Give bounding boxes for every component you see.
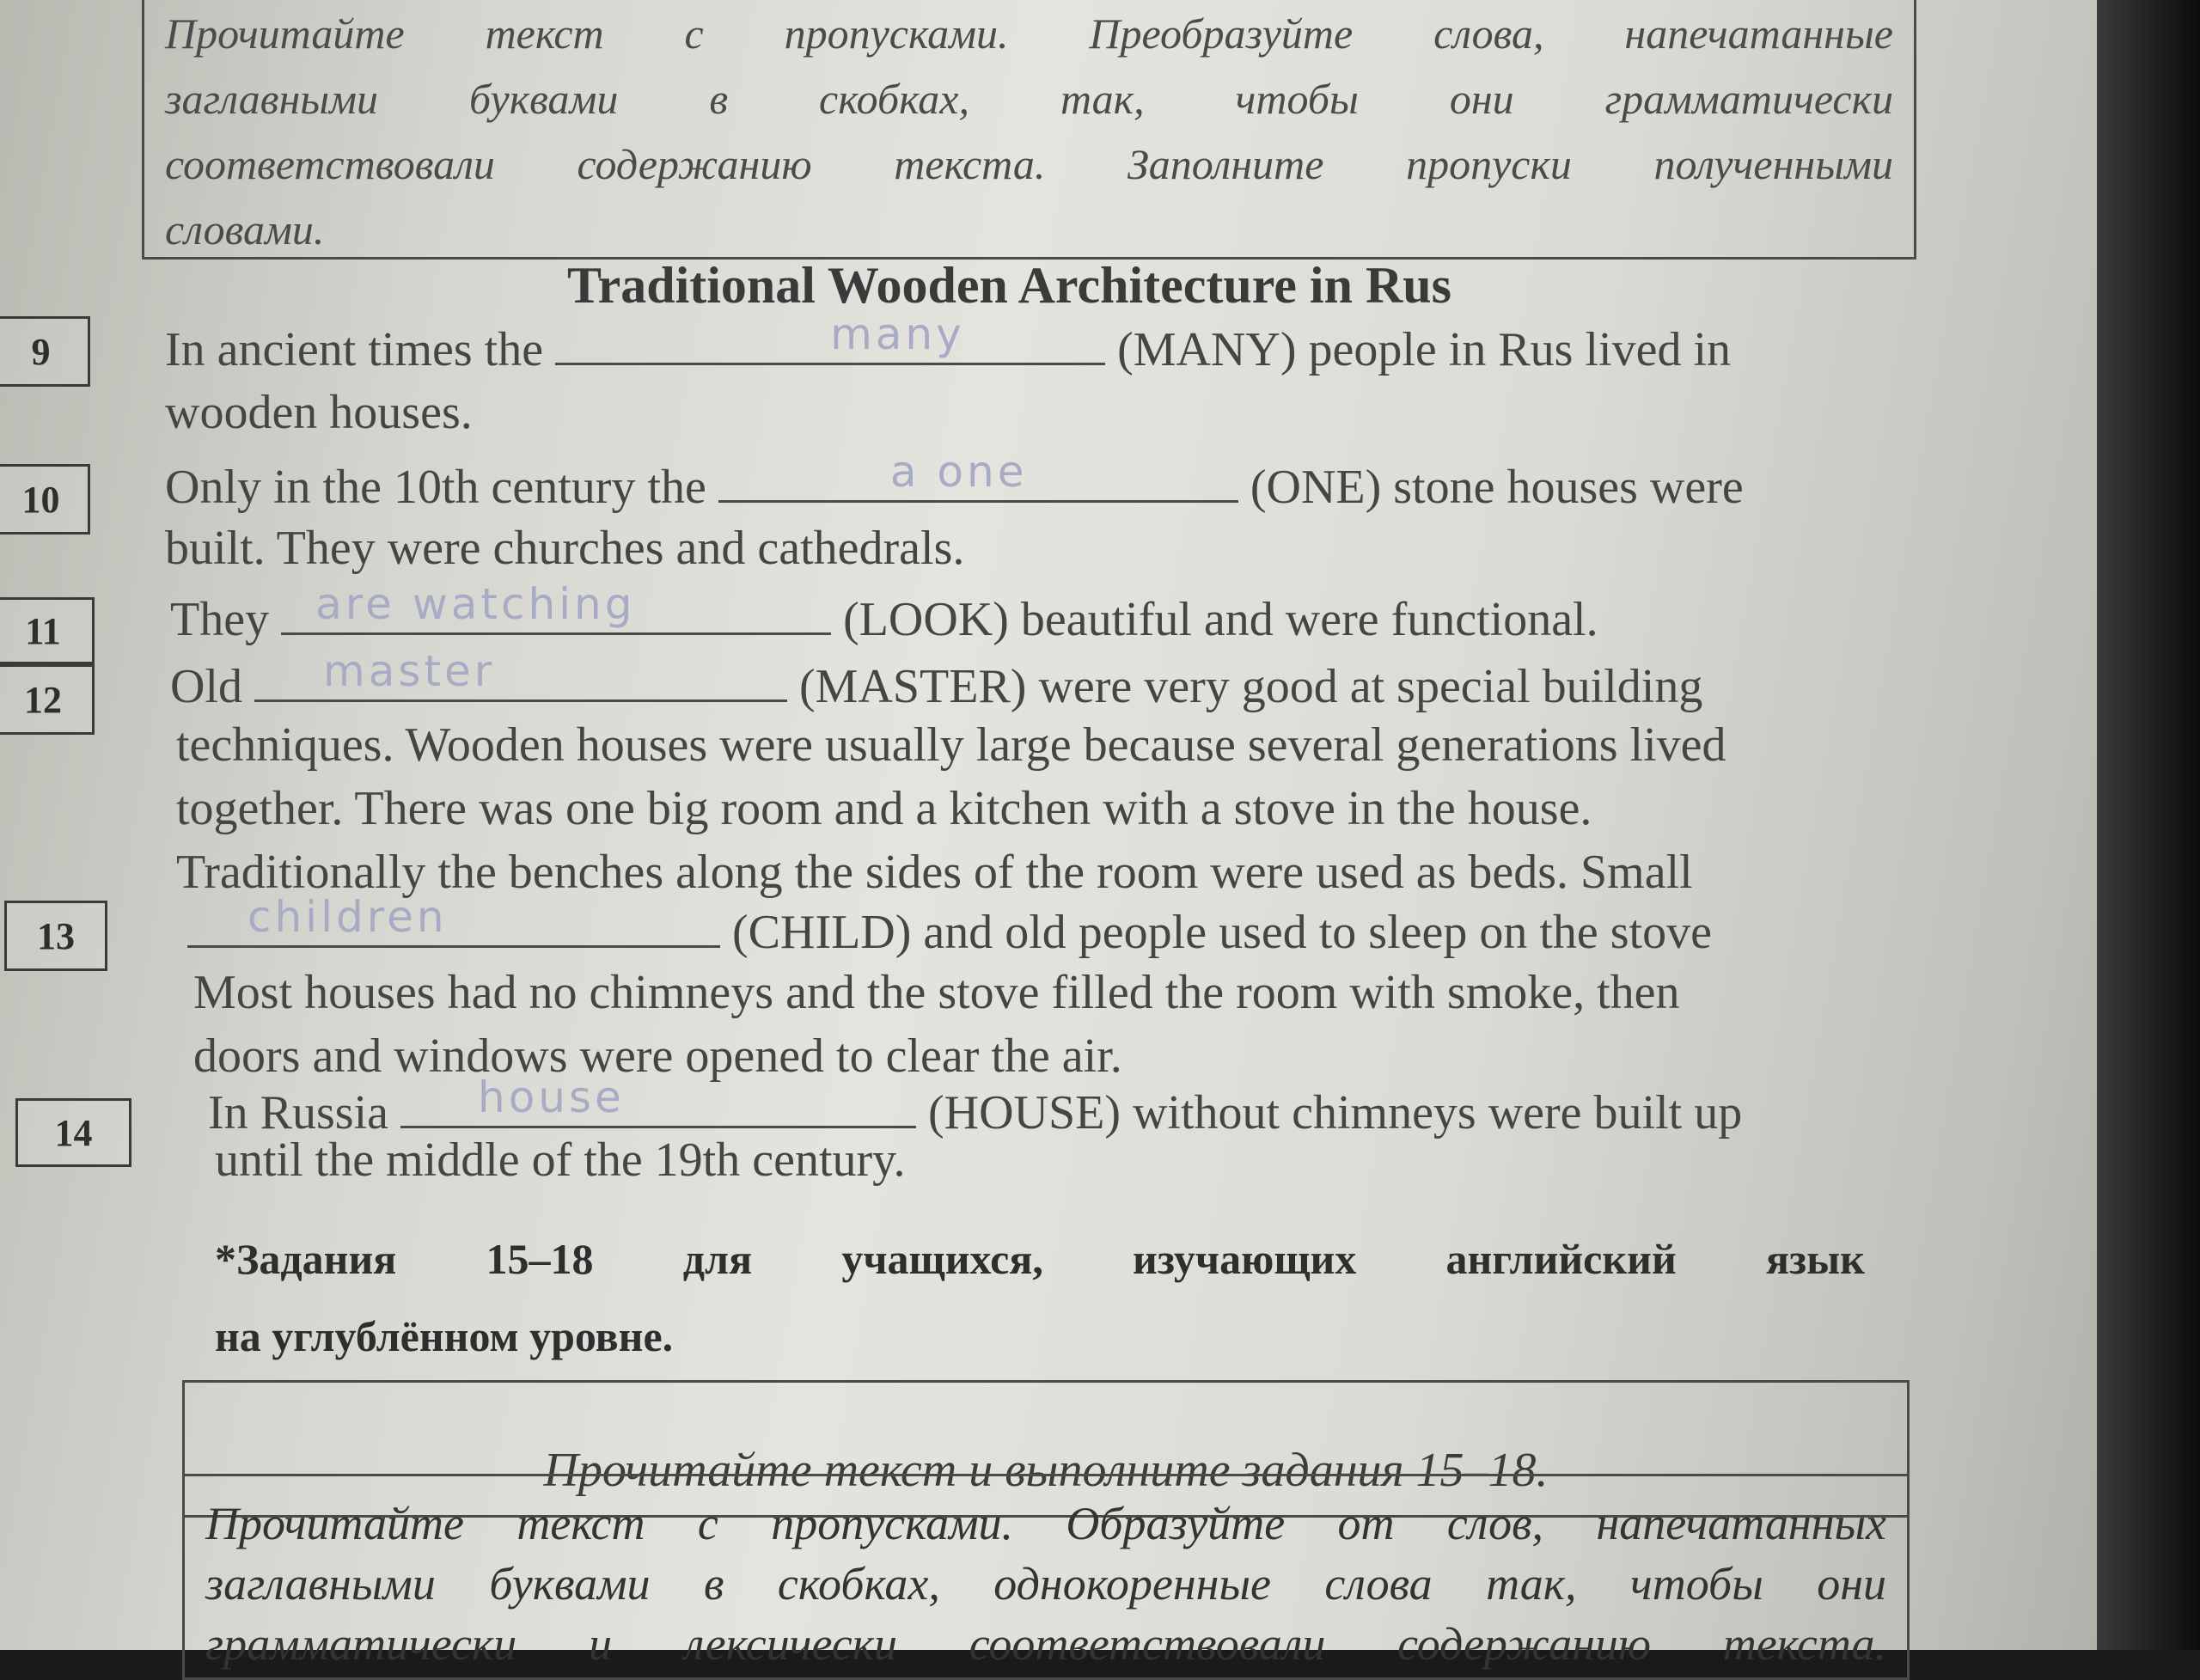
instruction-line: грамматически и лексически соответствовали содержанию текста. xyxy=(205,1618,1886,1670)
top-instruction-text xyxy=(165,1,1893,262)
notice-line: *Задания 15–18 для учащихся, изучающих английский язык xyxy=(215,1235,1865,1283)
instruction-line: заглавными буквами в скобках, однокоренные слова так, чтобы они xyxy=(205,1558,1886,1610)
sentence-text: They xyxy=(170,593,270,646)
bottom-instruction-text xyxy=(205,1494,1886,1674)
item-number-14: 14 xyxy=(15,1098,131,1167)
dark-background-edge xyxy=(2097,0,2200,1650)
sentence-text: In ancient times the xyxy=(165,323,544,376)
paragraph-line: doors and windows were opened to clear the air. xyxy=(193,1029,1122,1083)
item-number-13: 13 xyxy=(4,901,107,971)
handwritten-answer: master xyxy=(323,646,496,696)
instruction-line: Прочитайте текст с пропусками. Преобразуйте слова, напечатанные xyxy=(165,9,1893,58)
handwritten-answer: children xyxy=(248,892,448,942)
answer-blank[interactable] xyxy=(254,646,787,702)
text-title: Traditional Wooden Architecture in Rus xyxy=(567,257,1451,314)
paragraph-13 xyxy=(193,961,1680,1088)
item-number-9: 9 xyxy=(0,316,90,387)
sentence-text: (LOOK) beautiful and were functional. xyxy=(843,593,1598,646)
sentence-text: (CHILD) and old people used to sleep on the stove xyxy=(732,906,1712,959)
item-10-sentence xyxy=(165,447,1744,515)
paragraph-12 xyxy=(176,713,1726,904)
answer-blank[interactable] xyxy=(187,892,720,948)
item-9-sentence xyxy=(165,309,1731,377)
answer-blank[interactable] xyxy=(400,1072,916,1128)
item-10-continuation: built. They were churches and cathedrals. xyxy=(165,522,965,575)
sentence-text: (MASTER) were very good at special building xyxy=(799,660,1703,713)
item-12-sentence xyxy=(170,646,1703,714)
item-number-11: 11 xyxy=(0,597,95,664)
instruction-line: соответствовали содержанию текста. Заполните пропуски полученными xyxy=(165,140,1893,188)
handwritten-answer: a one xyxy=(889,447,1028,497)
read-text-instruction: Прочитайте текст и выполните задания 15–18. xyxy=(543,1444,1549,1497)
sentence-text: (HOUSE) without chimneys were built up xyxy=(928,1086,1743,1139)
sentence-text: (ONE) stone houses were xyxy=(1250,461,1744,514)
sentence-text: In Russia xyxy=(208,1086,388,1139)
item-11-sentence xyxy=(170,579,1598,647)
handwritten-answer: house xyxy=(478,1072,625,1122)
item-9-continuation: wooden houses. xyxy=(165,386,473,439)
paragraph-line: Traditionally the benches along the sides of the room were used as beds. Small xyxy=(176,846,1693,899)
item-14-sentence xyxy=(208,1072,1743,1140)
instruction-line: Прочитайте текст с пропусками. Образуйте от слов, напечатанных xyxy=(205,1498,1886,1549)
top-instruction-box xyxy=(142,0,1916,260)
item-number-12: 12 xyxy=(0,664,95,735)
paragraph-line: techniques. Wooden houses were usually large because several generations lived xyxy=(176,718,1726,772)
handwritten-answer: are watching xyxy=(315,579,636,629)
sentence-text: Old xyxy=(170,660,242,713)
sentence-text: Only in the 10th century the xyxy=(165,461,706,514)
paragraph-line: Most houses had no chimneys and the stove filled the room with smoke, then xyxy=(193,966,1680,1019)
notice-line: на углублённом уровне. xyxy=(215,1312,674,1360)
answer-blank[interactable] xyxy=(555,309,1105,365)
item-14-continuation: until the middle of the 19th century. xyxy=(215,1133,906,1187)
bottom-instruction-box xyxy=(182,1474,1910,1680)
item-number-10: 10 xyxy=(0,464,90,535)
sentence-text: (MANY) people in Rus lived in xyxy=(1117,323,1731,376)
instruction-line: словами. xyxy=(165,205,325,254)
advanced-level-notice xyxy=(215,1220,1865,1375)
answer-blank[interactable] xyxy=(718,447,1238,503)
paragraph-line: together. There was one big room and a kitchen with a stove in the house. xyxy=(176,782,1592,835)
answer-blank[interactable] xyxy=(281,579,831,635)
handwritten-answer: many xyxy=(830,309,965,359)
instruction-line: заглавными буквами в скобках, так, чтобы они грамматически xyxy=(165,75,1893,123)
item-13-sentence xyxy=(187,892,1712,960)
